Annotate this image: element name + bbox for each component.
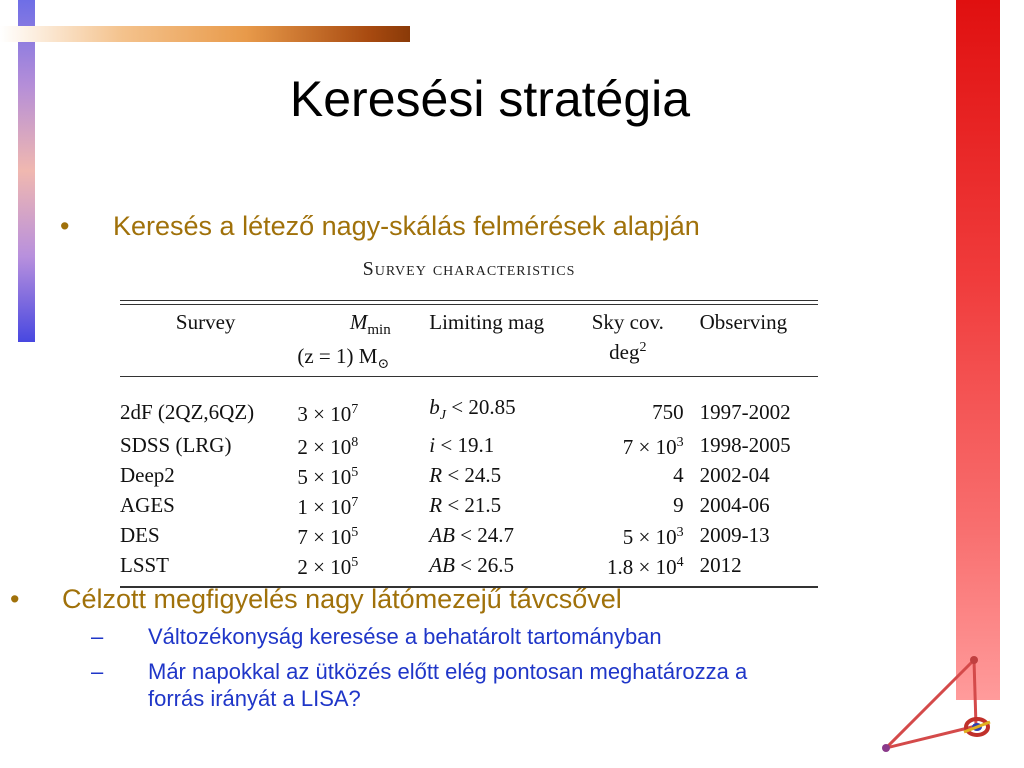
- cell-sky-coverage: 4: [673, 462, 684, 487]
- header-survey: Survey: [175, 310, 236, 334]
- subbullet-marker: –: [91, 624, 104, 649]
- cell-sky-coverage: 750: [652, 399, 684, 424]
- table-row: [120, 550, 818, 580]
- cell-mmin: $3 \times 10^7$: [297, 401, 359, 426]
- cell-sky-coverage: $7 \times 10^3$: [622, 434, 684, 459]
- left-accent-bar: [18, 0, 35, 342]
- table-row: [120, 386, 818, 429]
- table-caption: Survey characteristics: [362, 258, 576, 280]
- survey-table: [120, 300, 818, 588]
- cell-survey: AGES: [120, 492, 175, 517]
- cell-sky-coverage: 9: [673, 492, 684, 517]
- subbullet-marker: –: [91, 659, 104, 684]
- cell-survey: SDSS (LRG): [120, 432, 232, 457]
- header-limiting-mag: Limiting mag: [429, 310, 545, 334]
- bullet-marker: •: [10, 584, 20, 614]
- cell-limiting-mag: AB < 24.7: [429, 522, 515, 547]
- subbullet-text: Már napokkal az ütközés előtt elég pontosan meghatározza a forrás irányát a LISA?: [148, 659, 748, 711]
- cell-mmin: $2 \times 10^5$: [297, 554, 359, 579]
- table-header-rule: [120, 376, 818, 377]
- header-observing: Observing: [699, 310, 788, 334]
- bullet-text: Célzott megfigyelés nagy látómezejű távcsővel: [62, 584, 622, 614]
- cell-survey: DES: [120, 522, 160, 547]
- slide-title: Keresési stratégia: [289, 71, 691, 127]
- table-row: [120, 490, 818, 520]
- cell-limiting-mag: AB < 26.5: [429, 552, 515, 577]
- cell-limiting-mag: $b_J < 20.85$: [429, 395, 516, 424]
- top-accent-bar: [0, 26, 410, 42]
- cell-survey: Deep2: [120, 462, 175, 487]
- cell-survey: 2dF (2QZ,6QZ): [120, 399, 255, 424]
- cell-observing: 1998-2005: [699, 432, 791, 457]
- table-row: [120, 430, 818, 460]
- cell-limiting-mag: R < 21.5: [429, 492, 502, 517]
- table-header-row: [120, 305, 818, 386]
- bullet-marker: •: [60, 211, 70, 241]
- cell-observing: 2012: [699, 552, 742, 577]
- header-sky-coverage: Sky cov. deg$^2$: [591, 310, 664, 364]
- subbullet-text: Változékonyság keresése a behatárolt tartományban: [148, 624, 662, 649]
- cell-mmin: $2 \times 10^8$: [297, 434, 359, 459]
- bullet-text: Keresés a létező nagy-skálás felmérések alapján: [113, 211, 700, 241]
- cell-observing: 2004-06: [699, 492, 770, 517]
- cell-observing: 2009-13: [699, 522, 770, 547]
- cell-limiting-mag: R < 24.5: [429, 462, 502, 487]
- cell-mmin: $5 \times 10^5$: [297, 464, 359, 489]
- cell-survey: LSST: [120, 552, 170, 577]
- cell-limiting-mag: i < 19.1: [429, 432, 495, 457]
- cell-sky-coverage: $1.8 \times 10^4$: [607, 554, 684, 579]
- lisa-triangle-icon: [876, 650, 996, 758]
- cell-mmin: $1 \times 10^7$: [297, 494, 359, 519]
- cell-sky-coverage: $5 \times 10^3$: [622, 524, 684, 549]
- cell-observing: 2002-04: [699, 462, 770, 487]
- cell-observing: 1997-2002: [699, 399, 791, 424]
- table-row: [120, 520, 818, 550]
- header-mmin: $M_{min}$ (z = 1) $M_⊙$: [297, 310, 391, 373]
- table-row: [120, 460, 818, 490]
- cell-mmin: $7 \times 10^5$: [297, 524, 359, 549]
